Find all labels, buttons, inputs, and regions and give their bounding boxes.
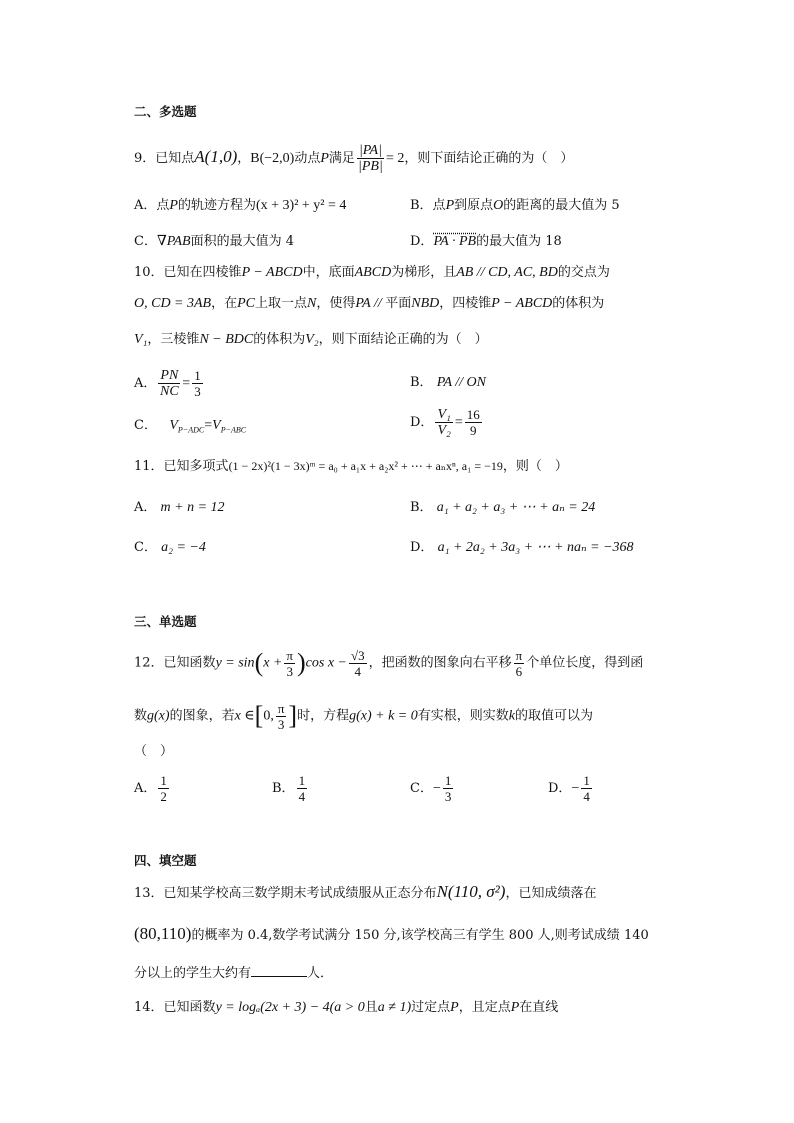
math: ∇PAB	[156, 234, 191, 249]
denominator: 4	[298, 789, 306, 804]
section-heading-multiple-choice: 二、多选题	[134, 104, 197, 119]
question-number: 11．	[134, 459, 164, 474]
question-12-stem-line2	[134, 699, 593, 734]
text: 中，底面	[302, 265, 355, 280]
text: 已知多项式	[163, 459, 229, 474]
text: 的图象，若	[169, 708, 235, 724]
text: A．	[134, 781, 157, 796]
text: A．点	[134, 198, 170, 213]
question-10-stem-line2	[134, 294, 604, 314]
math: y = logₐ(2x + 3) − 4(a > 0	[215, 1000, 365, 1015]
text: ，已知成绩落在	[505, 886, 597, 901]
question-13-stem-line1	[134, 882, 596, 904]
bracket: ]	[288, 701, 298, 730]
text: ，则（ ）	[502, 459, 568, 474]
text: A．	[134, 500, 157, 515]
question-number: 10．	[134, 265, 164, 280]
text: 过定点	[411, 1000, 451, 1015]
question-12-stem-line1	[134, 646, 643, 681]
fraction	[284, 648, 295, 679]
math: =	[182, 376, 191, 391]
text: 时，方程	[297, 708, 350, 724]
question-number: 9．	[134, 151, 156, 166]
question-10-stem-line1	[134, 263, 610, 283]
question-12-paren: （ ）	[134, 744, 174, 759]
fraction	[435, 407, 452, 438]
text: B．	[410, 375, 433, 390]
text: A．	[134, 376, 157, 391]
numerator: 16	[466, 407, 480, 422]
question-11-stem	[134, 456, 568, 477]
math: A(1,0)	[194, 147, 238, 166]
math: O	[493, 198, 504, 213]
denominator: 2	[160, 789, 167, 804]
fraction	[158, 368, 180, 399]
math: NBD	[411, 296, 440, 311]
question-11-option-a	[134, 498, 225, 518]
text: 为梯形，且	[391, 265, 457, 280]
denominator: V₂	[437, 423, 451, 438]
math: PA // ON	[436, 375, 486, 390]
text: 的交点为	[557, 265, 610, 280]
math: V₁	[134, 332, 148, 347]
text: D．	[410, 234, 434, 249]
math: a₂ = −4	[161, 540, 206, 555]
math: =	[204, 418, 213, 433]
denominator: 4	[354, 663, 362, 679]
text: C．	[134, 234, 157, 249]
text: 已知点	[155, 151, 195, 166]
text: 有实根，则实数	[417, 708, 509, 724]
math: V	[212, 418, 221, 433]
math: m + n = 12	[160, 500, 225, 515]
text: ，在	[211, 296, 238, 311]
numerator: 1	[583, 773, 590, 788]
numerator: |PA|	[358, 143, 382, 158]
math: (1 − 2x)²(1 − 3x)ᵐ = a₀ + a₁x + a₂x² + ⋯ + aₙxⁿ, a₁ = −19	[228, 459, 503, 473]
fraction	[349, 648, 367, 679]
numerator: π	[286, 647, 293, 663]
denominator: 3	[277, 716, 285, 732]
math: P	[320, 151, 329, 166]
question-11-option-c	[134, 538, 206, 558]
math: P	[445, 198, 455, 213]
math: =	[454, 415, 463, 430]
fraction	[297, 773, 308, 804]
text: 分以上的学生大约有	[134, 966, 252, 981]
text: B．点	[410, 198, 446, 213]
text: ，四棱锥	[439, 296, 492, 311]
numerator: 1	[160, 773, 167, 788]
denominator: 3	[194, 384, 201, 399]
math: P−ABC	[220, 425, 247, 435]
section-heading-single-choice: 三、单选题	[134, 614, 197, 629]
text: 平面	[385, 296, 412, 311]
text: B．	[272, 781, 295, 796]
math: P	[450, 1000, 459, 1015]
math: PA · PB	[433, 234, 477, 249]
fraction	[357, 143, 384, 174]
numerator: π	[277, 700, 285, 716]
fraction	[443, 773, 454, 804]
question-10-option-a	[134, 368, 205, 400]
question-number: 12．	[134, 655, 164, 671]
math: a₁ + a₂ + a₃ + ⋯ + aₙ = 24	[436, 500, 596, 515]
text: B．	[410, 500, 433, 515]
math: ABCD	[354, 265, 392, 280]
math: V	[169, 418, 178, 433]
text: 数	[134, 708, 148, 724]
math: x +	[263, 655, 283, 671]
text: 的轨迹方程为	[177, 198, 256, 213]
question-13-stem-line3	[134, 962, 333, 984]
math: B(−2,0)	[250, 151, 295, 166]
question-9-option-c	[134, 232, 294, 252]
text: 人．	[307, 966, 334, 981]
question-number: 13．	[134, 886, 164, 901]
numerator: 1	[194, 368, 201, 383]
math: x ∈	[234, 708, 255, 724]
math: −	[571, 781, 580, 796]
math: g(x)	[147, 708, 170, 724]
bracket: )	[296, 648, 306, 677]
math: a ≠ 1)	[377, 1000, 412, 1015]
text: ，且定点	[458, 1000, 511, 1015]
text: 在直线	[519, 1000, 559, 1015]
text: 的距离的最大值为 5	[503, 198, 620, 213]
math: P	[169, 198, 178, 213]
math: N	[307, 296, 317, 311]
question-9-option-b	[410, 196, 620, 216]
text: 的取值可以为	[514, 708, 593, 724]
fraction	[514, 648, 525, 679]
text: D．	[548, 781, 572, 796]
math: AB // CD, AC, BD	[456, 265, 558, 280]
denominator: NC	[159, 384, 179, 399]
question-9-option-d	[410, 232, 562, 252]
text: 的体积为	[552, 296, 605, 311]
question-11-option-d	[410, 538, 634, 558]
denominator: |PB|	[358, 159, 383, 174]
question-14-stem	[134, 998, 558, 1018]
text: ，使得	[316, 296, 356, 311]
math: P−ADC	[177, 425, 205, 435]
question-10-option-c	[134, 416, 246, 441]
denominator: 4	[583, 789, 590, 804]
denominator: 3	[286, 663, 293, 679]
numerator: V₁	[437, 407, 451, 422]
question-12-option-d	[548, 772, 594, 806]
fraction	[465, 407, 482, 438]
denominator: 3	[444, 789, 452, 804]
bracket: [	[254, 701, 264, 730]
text: 上取一点	[255, 296, 308, 311]
question-9-option-a	[134, 196, 346, 216]
math: −	[432, 781, 441, 796]
math: P − ABCD	[241, 265, 303, 280]
text: 面积的最大值为 4	[190, 234, 294, 249]
text: 已知函数	[163, 655, 216, 671]
answer-blank[interactable]	[251, 962, 307, 977]
fraction	[158, 773, 169, 804]
question-10-stem-line3	[134, 330, 488, 350]
text: 的概率为 0.4,数学考试满分 150 分,该学校高三有学生 800 人,则考试成绩 140	[191, 928, 649, 943]
math: a₁ + 2a₂ + 3a₃ + ⋯ + naₙ = −368	[437, 540, 634, 555]
math: V₂	[305, 332, 319, 347]
math: (x + 3)² + y² = 4	[255, 198, 347, 213]
denominator: 9	[470, 423, 477, 438]
numerator: 1	[444, 773, 452, 788]
question-9-stem	[134, 143, 573, 174]
text: C．	[134, 418, 157, 433]
math: = 2	[385, 151, 405, 166]
question-number: 14．	[134, 1000, 164, 1015]
text: 动点	[294, 151, 321, 166]
numerator: PN	[160, 368, 179, 383]
math: N − BDC	[199, 332, 254, 347]
math: (80,110)	[134, 924, 192, 943]
text: ，三棱锥	[147, 332, 200, 347]
math: N(110, σ²)	[436, 882, 506, 901]
question-10-option-d	[410, 407, 484, 439]
question-10-option-b	[410, 373, 486, 393]
text: D．	[410, 540, 434, 555]
question-12-option-b	[272, 772, 309, 806]
math: PA //	[355, 296, 386, 311]
text: C．	[410, 781, 433, 796]
fraction	[192, 368, 203, 399]
question-12-option-a	[134, 772, 171, 806]
text: ，则下面结论正确的为（ ）	[404, 151, 574, 166]
numerator: √3	[350, 647, 365, 663]
math: 0,	[263, 708, 274, 724]
math: PC	[237, 296, 256, 311]
fraction	[276, 701, 287, 732]
text: 的体积为	[253, 332, 306, 347]
math: g(x) + k = 0	[349, 708, 418, 724]
text: 满足	[328, 151, 355, 166]
math: P	[510, 1000, 520, 1015]
math: cos x −	[305, 655, 347, 671]
bracket: (	[254, 648, 264, 677]
text: 且	[364, 1000, 378, 1015]
text: ，把函数的图象向右平移	[368, 655, 512, 671]
text: C．	[134, 540, 157, 555]
text: ，	[237, 151, 251, 166]
math: y = sin	[215, 655, 255, 671]
fraction	[581, 773, 592, 804]
numerator: π	[515, 647, 523, 663]
math: k	[508, 708, 515, 724]
text: ，则下面结论正确的为（ ）	[318, 332, 488, 347]
text: 的最大值为 18	[476, 234, 562, 249]
question-11-option-b	[410, 498, 595, 518]
math: P − ABCD	[491, 296, 553, 311]
text: 到原点	[454, 198, 494, 213]
question-13-stem-line2	[134, 924, 649, 946]
text: 已知某学校高三数学期末考试成绩服从正态分布	[163, 886, 437, 901]
text: 已知在四棱锥	[163, 265, 242, 280]
section-heading-fill-in: 四、填空题	[134, 853, 197, 868]
question-12-option-c	[410, 772, 455, 806]
text: 个单位长度，得到函	[526, 655, 644, 671]
denominator: 6	[515, 663, 523, 679]
text: 已知函数	[163, 1000, 216, 1015]
numerator: 1	[298, 773, 306, 788]
text: D．	[410, 415, 434, 430]
math: O, CD = 3AB	[134, 296, 212, 311]
